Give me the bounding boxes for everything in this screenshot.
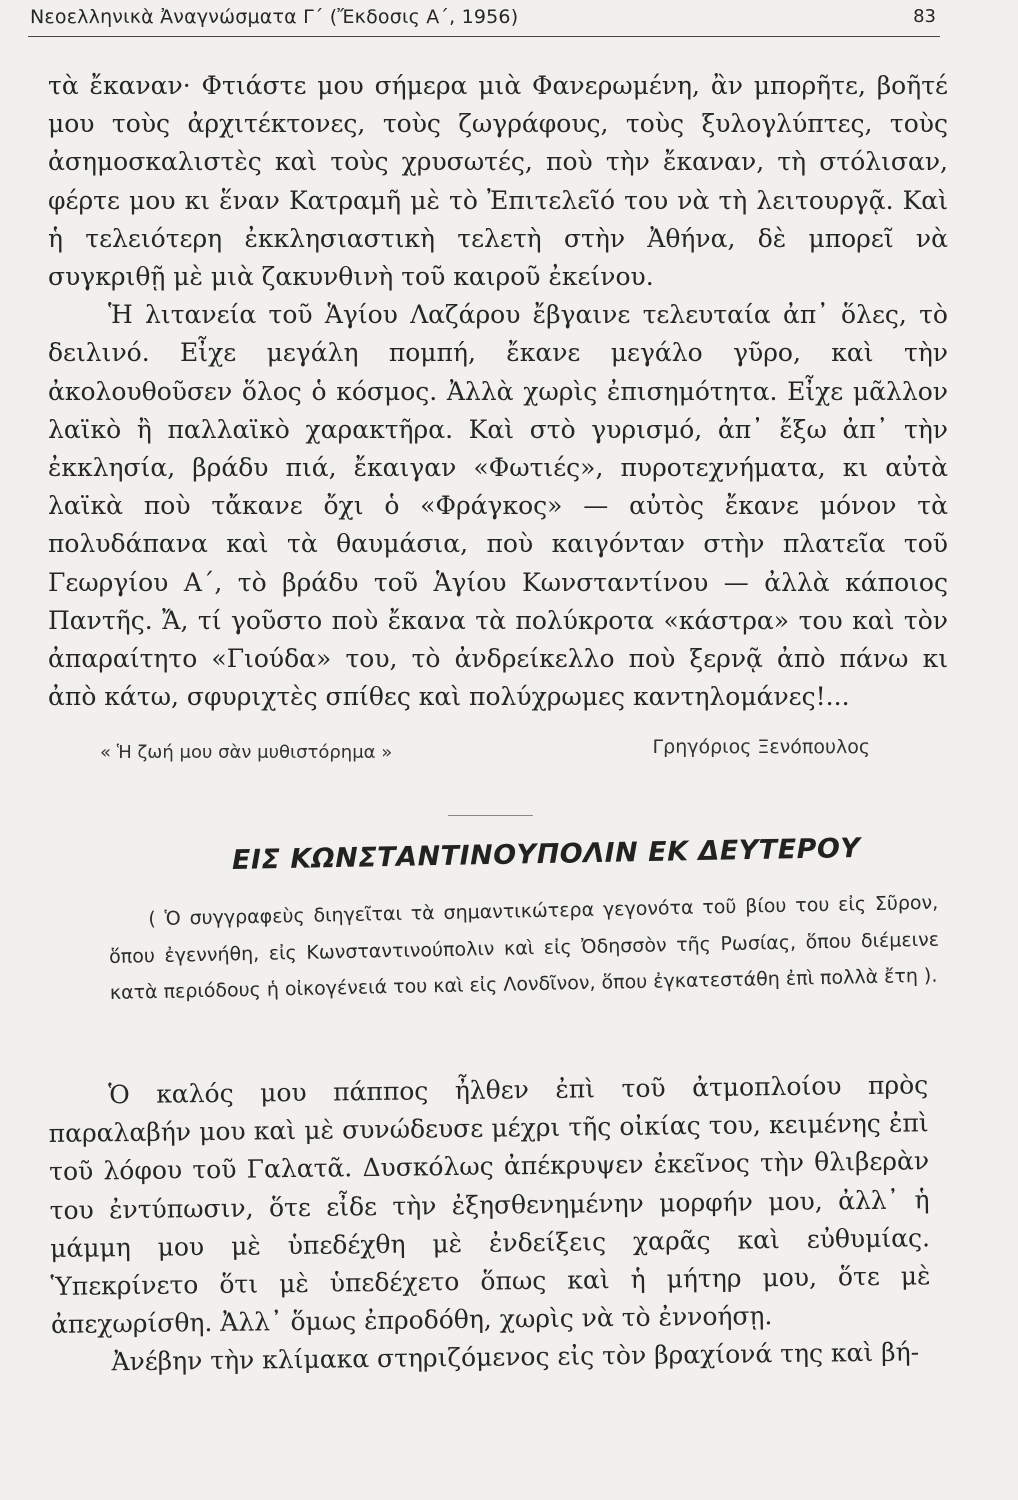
source-title: « Ἡ ζωή μου σὰν μυθιστόρημα » bbox=[100, 742, 393, 763]
excerpt-text bbox=[48, 67, 948, 716]
running-head bbox=[28, 2, 940, 37]
section-body bbox=[48, 1066, 932, 1382]
excerpt-attribution bbox=[100, 736, 870, 772]
intro-text: ( Ὁ συγγραφεὺς διηγεῖται τὰ σημαντικώτερα γεγονότα τοῦ βίου του εἰς Σῦρον, ὅπου ἐγεννήθη, εἰς Κωνσταντινούπολιν καὶ εἰς Ὀδησσὸν τῆς Ρωσίας, ὅπου διέμεινε κατὰ περιόδους ἡ οἰκογένειά του καὶ εἰς Λονδῖνον, ὅπου ἐγκατεστάθη ἐπὶ πολλὰ ἔτη ). bbox=[108, 891, 940, 1004]
excerpt-paragraph-1: τὰ ἔκαναν· Φτιάστε μου σήμερα μιὰ Φανερωμένη, ἂν μπορῆτε, βοῆτέ μου τοὺς ἀρχιτέκτονες, τοὺς ζωγράφους, τοὺς ξυλογλύπτες, τοὺς ἀσημοσκαλιστὲς καὶ τοὺς χρυσωτές, ποὺ τὴν ἔκαναν, τὴ στόλισαν, φέρτε μου κι ἕναν Κατραμῆ μὲ τὸ Ἐπιτελεῖό του νὰ τὴ λειτουργᾷ. Καὶ ἡ τελειότερη ἐκκλησιαστικὴ τελετὴ στὴν Ἀθήνα, δὲ μπορεῖ νὰ συγκριθῇ μὲ μιὰ ζακυνθινὴ τοῦ καιροῦ ἐκείνου. bbox=[48, 71, 948, 292]
page-number: 83 bbox=[913, 6, 936, 27]
section-intro bbox=[108, 885, 940, 1012]
section-divider bbox=[448, 815, 533, 816]
author-name: Γρηγόριος Ξενόπουλος bbox=[652, 736, 870, 758]
section-paragraph-2: Ἀνέβην τὴν κλίμακα στηριζόμενος εἰς τὸν βραχίονά της καὶ βή- bbox=[111, 1337, 920, 1377]
running-title: Νεοελληνικὰ Ἀναγνώσματα Γ΄ (Ἔκδοσις Α΄, 1956) bbox=[30, 6, 519, 28]
section-paragraph-1: Ὁ καλός μου πάππος ἦλθεν ἐπὶ τοῦ ἀτμοπλοίου πρὸς παραλαβήν μου καὶ μὲ συνώδευσε μέχρι τῆς οἰκίας του, κειμένης ἐπὶ τοῦ λόφου τοῦ Γαλατᾶ. Δυσκόλως ἀπέκρυψεν ἐκεῖνος τὴν θλιβερὰν του ἐντύπωσιν, ὅτε εἶδε τὴν ἐξησθενημένην μορφήν μου, ἀλλ᾿ ἡ μάμμη μου μὲ ὑπεδέχθη μὲ ἐνδείξεις χαρᾶς καὶ εὐθυμίας. Ὑπεκρίνετο ὅτι μὲ ὑπεδέχετο ὅπως καὶ ἡ μήτηρ μου, ὅτε μὲ ἀπεχωρίσθη. Ἀλλ᾿ ὅμως ἐπροδόθη, χωρὶς νὰ τὸ ἐννοήσῃ. bbox=[48, 1070, 931, 1340]
section-title: ΕΙΣ ΚΩΝΣΤΑΝΤΙΝΟΥΠΟΛΙΝ ΕΚ ΔΕΥΤΕΡΟΥ bbox=[231, 832, 861, 876]
excerpt-paragraph-2: Ἡ λιτανεία τοῦ Ἁγίου Λαζάρου ἔβγαινε τελευταία ἀπ᾿ ὅλες, τὸ δειλινό. Εἶχε μεγάλη πομπή, ἔκανε μεγάλο γῦρο, καὶ τὴν ἀκολουθοῦσεν ὅλος ὁ κόσμος. Ἀλλὰ χωρὶς ἐπισημότητα. Εἶχε μᾶλλον λαϊκὸ ἢ παλλαϊκὸ χαρακτῆρα. Καὶ στὸ γυρισμό, ἀπ᾿ ἔξω ἀπ᾿ τὴν ἐκκλησία, βράδυ πιά, ἔκαιγαν «Φωτιές», πυροτεχνήματα, κι αὐτὰ λαϊκὰ ποὺ τἄκανε ὄχι ὁ «Φράγκος» — αὐτὸς ἔκανε μόνον τὰ πολυδάπανα καὶ τὰ θαυμάσια, ποὺ καιγόνταν στὴν πλατεῖα τοῦ Γεωργίου Α΄, τὸ βράδυ τοῦ Ἁγίου Κωνσταντίνου — ἀλλὰ κάποιος Παντῆς. Ἄ, τί γοῦστο ποὺ ἔκανα τὰ πολύκροτα «κάστρα» του καὶ τὸν ἀπαραίτητο «Γιούδα» του, τὸ ἀνδρείκελλο ποὺ ξερνᾷ ἀπὸ πάνω κι ἀπὸ κάτω, σφυριχτὲς σπίθες καὶ πολύχρωμες καντηλομάνες!... bbox=[48, 300, 948, 712]
